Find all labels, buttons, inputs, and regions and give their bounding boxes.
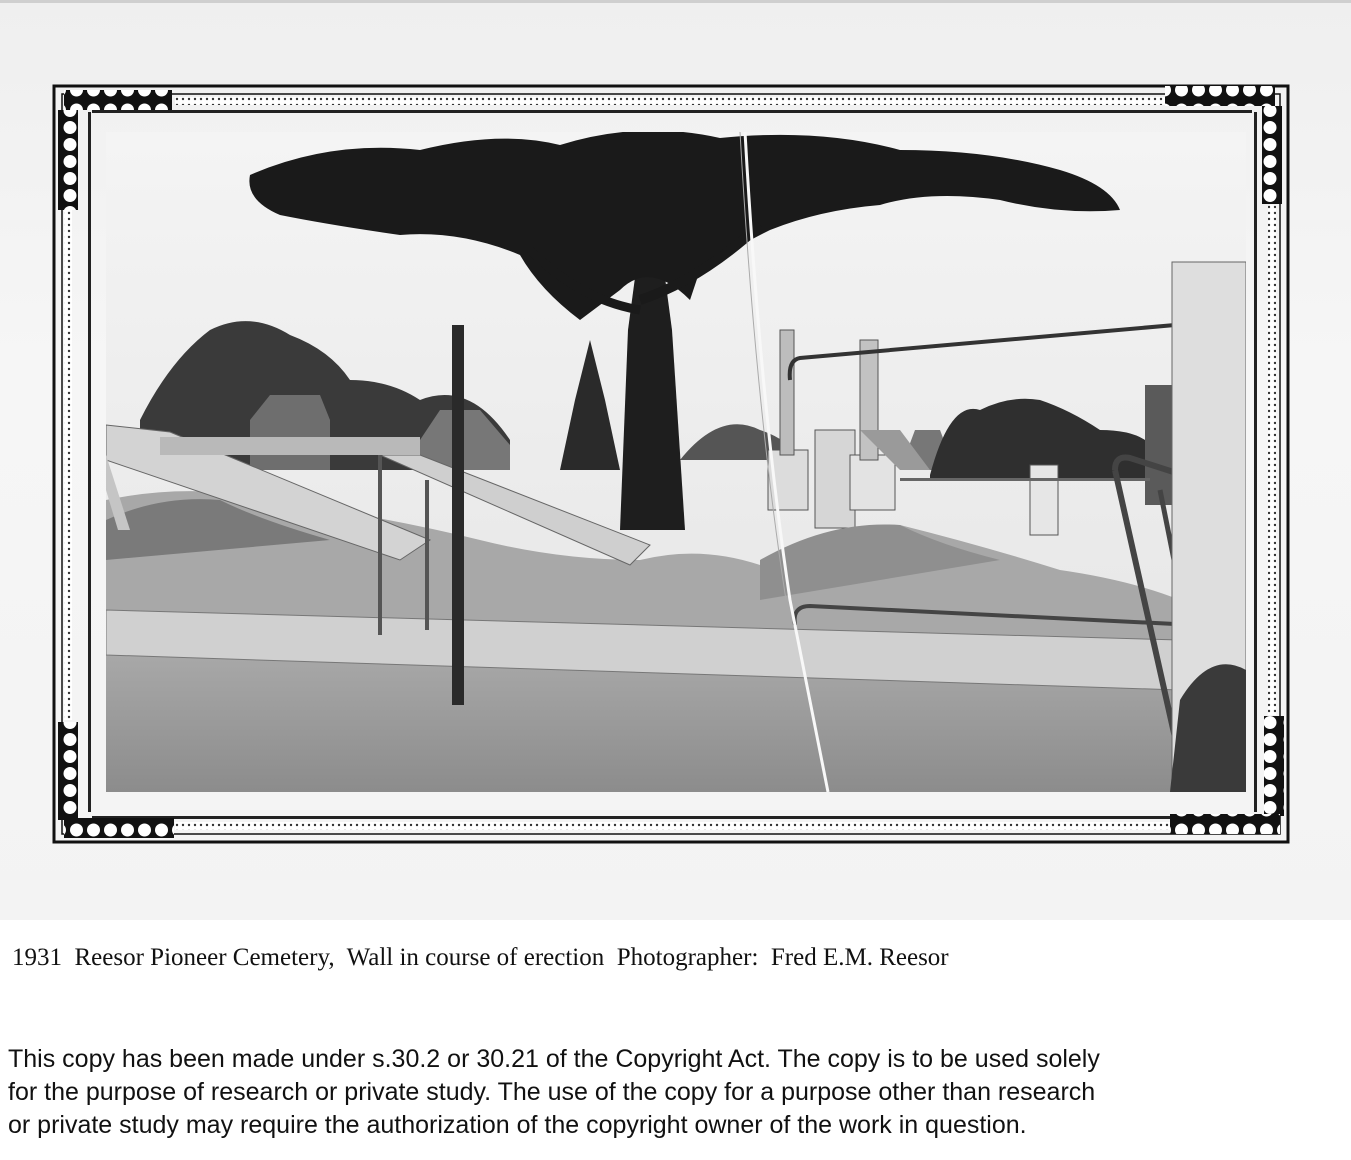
copyright-notice-line: This copy has been made under s.30.2 or 30.21 of the Copyright Act. The copy is to be used solely: [8, 1045, 1100, 1073]
photo-caption: 1931 Reesor Pioneer Cemetery, Wall in course of erection Photographer: Fred E.M. Reesor: [12, 944, 949, 971]
photo-scene: [106, 130, 1246, 792]
copyright-notice: [8, 1043, 1338, 1142]
copyright-notice-line: for the purpose of research or private study. The use of the copy for a purpose other than research: [8, 1078, 1096, 1106]
copyright-notice-line: or private study may require the authorization of the copyright owner of the work in question.: [8, 1111, 1027, 1139]
